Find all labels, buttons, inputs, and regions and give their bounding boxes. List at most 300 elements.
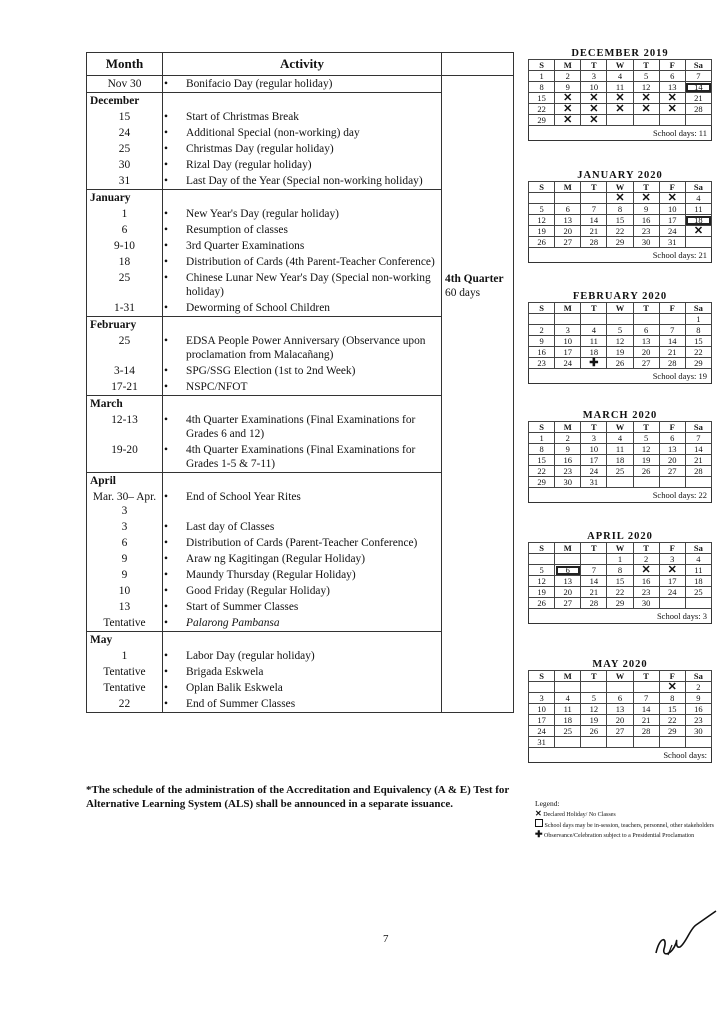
calendar-day: 14 <box>633 704 659 715</box>
calendar-day <box>555 193 581 204</box>
activity-cell: • New Year's Day (regular holiday) <box>163 206 442 222</box>
quarter-days: 60 days <box>445 287 481 299</box>
box-icon <box>535 819 543 827</box>
calendar-day: 8 <box>659 693 685 704</box>
activity-text: New Year's Day (regular holiday) <box>186 208 339 220</box>
activity-cell: • Good Friday (Regular Holiday) <box>163 583 442 599</box>
calendar-day <box>555 554 581 565</box>
calendar-day: 12 <box>529 215 555 226</box>
day-header: S <box>529 60 555 71</box>
calendar-day: 23 <box>633 226 659 237</box>
calendar-day: 7 <box>581 204 607 215</box>
calendar-day: 17 <box>659 576 685 587</box>
calendar-day: 31 <box>659 237 685 248</box>
calendar-day: 21 <box>633 715 659 726</box>
calendar-day: 22 <box>529 104 555 115</box>
calendar-day: 24 <box>555 358 581 369</box>
activity-text: End of Summer Classes <box>186 698 296 710</box>
date-cell: 25 <box>87 270 163 300</box>
day-header: Sa <box>685 60 711 71</box>
calendar-day <box>633 115 659 126</box>
calendar-day: 29 <box>685 358 711 369</box>
calendar-day <box>581 737 607 748</box>
date-cell: 9 <box>87 551 163 567</box>
day-header: F <box>659 543 685 554</box>
calendar-day <box>659 598 685 609</box>
activity-cell: • Distribution of Cards (Parent-Teacher Conference) <box>163 535 442 551</box>
activity-cell: • Chinese Lunar New Year's Day (Special non-working holiday) <box>163 270 442 300</box>
calendar-day: 17 <box>659 215 685 226</box>
calendar-day: 4 <box>685 193 711 204</box>
month-heading: December <box>87 93 163 110</box>
calendar-day: 16 <box>529 347 555 358</box>
activity-text: Palarong Pambansa <box>186 617 280 629</box>
legend <box>535 800 715 840</box>
calendar-day: 31 <box>581 477 607 488</box>
calendar-day: 11 <box>581 336 607 347</box>
calendar-day: 21 <box>581 226 607 237</box>
calendar-day: 14 <box>581 576 607 587</box>
calendar-day: 11 <box>607 444 633 455</box>
calendar-day: 21 <box>581 587 607 598</box>
legend-text: Observance/Celebration subject to a Presidential Proclamation <box>544 833 695 839</box>
holiday-mark-icon: ✕ <box>581 104 607 115</box>
calendar-day: 28 <box>659 358 685 369</box>
calendar-day <box>555 314 581 325</box>
calendar-day: 22 <box>659 715 685 726</box>
calendar-day: 2 <box>633 554 659 565</box>
activity-text: NSPC/NFOT <box>186 381 248 393</box>
day-header: F <box>659 182 685 193</box>
calendar-day: 14 <box>685 82 711 93</box>
day-header: M <box>555 303 581 314</box>
calendar-day: 6 <box>659 433 685 444</box>
calendar-day: 16 <box>555 455 581 466</box>
date-cell: 13 <box>87 599 163 615</box>
calendar-day: 29 <box>529 115 555 126</box>
calendar-day: 8 <box>685 325 711 336</box>
day-header: F <box>659 60 685 71</box>
activity-cell: • Start of Christmas Break <box>163 109 442 125</box>
calendar-day: 23 <box>555 466 581 477</box>
calendar-day: 18 <box>555 715 581 726</box>
calendar-day: 2 <box>555 71 581 82</box>
date-cell: 31 <box>87 173 163 190</box>
day-header: Sa <box>685 543 711 554</box>
calendar-day: 15 <box>607 576 633 587</box>
day-header: T <box>633 671 659 682</box>
calendar-day <box>685 477 711 488</box>
calendar-day: 3 <box>555 325 581 336</box>
calendar-day: 13 <box>659 82 685 93</box>
calendar-day: 19 <box>529 587 555 598</box>
calendar-day: 29 <box>529 477 555 488</box>
activity-text: Distribution of Cards (4th Parent-Teacher Conference) <box>186 256 435 268</box>
day-header: W <box>607 182 633 193</box>
calendar-day: 13 <box>659 444 685 455</box>
calendar-day: 11 <box>685 565 711 576</box>
calendar-day: 13 <box>607 704 633 715</box>
day-header: F <box>659 303 685 314</box>
calendar-day <box>659 477 685 488</box>
calendar-day <box>607 737 633 748</box>
legend-item <box>535 819 715 830</box>
day-header: S <box>529 182 555 193</box>
calendar-day: 9 <box>633 204 659 215</box>
month-calendar <box>528 659 712 763</box>
calendar-day: 3 <box>529 693 555 704</box>
calendar-day: 31 <box>529 737 555 748</box>
date-cell: 9-10 <box>87 238 163 254</box>
calendar-day: 4 <box>607 433 633 444</box>
activity-cell: • End of School Year Rites <box>163 489 442 519</box>
calendar-day: 22 <box>607 226 633 237</box>
date-cell: 1 <box>87 648 163 664</box>
calendar-day: 29 <box>607 237 633 248</box>
activity-cell: • SPG/SSG Election (1st to 2nd Week) <box>163 363 442 379</box>
calendar-day: 20 <box>607 715 633 726</box>
calendar-day: 5 <box>529 565 555 576</box>
date-cell: 1 <box>87 206 163 222</box>
calendar-day: 6 <box>659 71 685 82</box>
calendar-title: MARCH 2020 <box>582 410 658 421</box>
calendar-day <box>633 737 659 748</box>
calendar-day <box>685 115 711 126</box>
activity-text: Start of Summer Classes <box>186 601 299 613</box>
activity-text: Oplan Balik Eskwela <box>186 682 283 694</box>
calendar-day: 4 <box>555 693 581 704</box>
date-cell: 15 <box>87 109 163 125</box>
calendar-day: 26 <box>529 237 555 248</box>
legend-item <box>535 830 715 840</box>
date-cell: 22 <box>87 696 163 713</box>
legend-text: Declared Holiday/ No Classes <box>543 812 616 818</box>
day-header: M <box>555 182 581 193</box>
day-header: W <box>607 422 633 433</box>
calendar-day: 27 <box>633 358 659 369</box>
month-heading: April <box>87 473 163 490</box>
calendar-day: 25 <box>607 466 633 477</box>
calendar-day: 19 <box>633 455 659 466</box>
calendar-day: 24 <box>581 466 607 477</box>
calendar-day <box>581 314 607 325</box>
school-days: School days: 3 <box>528 609 712 624</box>
calendar-day: 26 <box>581 726 607 737</box>
activity-text: 3rd Quarter Examinations <box>186 240 305 252</box>
activity-cell: • Brigada Eskwela <box>163 664 442 680</box>
date-cell: 3-14 <box>87 363 163 379</box>
column-header-month: Month <box>87 53 163 76</box>
calendar-day: 17 <box>555 347 581 358</box>
calendar-day <box>581 682 607 693</box>
date-cell: 9 <box>87 567 163 583</box>
calendar-day: 22 <box>607 587 633 598</box>
date-cell: 19-20 <box>87 442 163 473</box>
calendar-day: 24 <box>659 226 685 237</box>
calendar-title: JANUARY 2020 <box>577 170 663 181</box>
calendar-day <box>685 737 711 748</box>
calendar-day: 6 <box>607 693 633 704</box>
holiday-mark-icon: ✕ <box>659 104 685 115</box>
calendar-day: 26 <box>633 466 659 477</box>
calendar-day: 5 <box>633 71 659 82</box>
date-cell: 6 <box>87 222 163 238</box>
school-days: School days: 22 <box>528 488 712 503</box>
holiday-mark-icon: ✕ <box>659 93 685 104</box>
calendar-day: 27 <box>607 726 633 737</box>
activity-cell: • 4th Quarter Examinations (Final Examinations for Grades 6 and 12) <box>163 412 442 442</box>
activity-cell: • Last Day of the Year (Special non-working holiday) <box>163 173 442 190</box>
calendar-day: 1 <box>529 433 555 444</box>
day-header: F <box>659 671 685 682</box>
month-heading: March <box>87 396 163 413</box>
calendar-day: 22 <box>685 347 711 358</box>
calendar-day: 7 <box>685 71 711 82</box>
activity-text: Chinese Lunar New Year's Day (Special non-working holiday) <box>186 272 431 298</box>
activity-cell: • EDSA People Power Anniversary (Observance upon proclamation from Malacañang) <box>163 333 442 363</box>
calendar-day: 6 <box>555 204 581 215</box>
date-cell: Mar. 30– Apr. 3 <box>87 489 163 519</box>
date-cell: 17-21 <box>87 379 163 396</box>
activity-text: Distribution of Cards (Parent-Teacher Conference) <box>186 537 418 549</box>
activity-cell: • Palarong Pambansa <box>163 615 442 632</box>
date-cell: 10 <box>87 583 163 599</box>
day-header: T <box>581 543 607 554</box>
activity-cell: • Last day of Classes <box>163 519 442 535</box>
calendar-day: 18 <box>685 215 711 226</box>
holiday-mark-icon: ✕ <box>555 115 581 126</box>
calendar-day: 29 <box>607 598 633 609</box>
day-header: T <box>633 422 659 433</box>
calendar-day <box>633 682 659 693</box>
quarter-cell <box>442 76 514 713</box>
activity-cell: • Araw ng Kagitingan (Regular Holiday) <box>163 551 442 567</box>
calendar-day <box>529 314 555 325</box>
calendar-day: 2 <box>685 682 711 693</box>
date-cell: 1-31 <box>87 300 163 317</box>
calendar-day: 22 <box>529 466 555 477</box>
calendar-title: DECEMBER 2019 <box>571 48 669 59</box>
calendar-day: 7 <box>685 433 711 444</box>
footnote: *The schedule of the administration of the Accreditation and Equivalency (A & E) Test for Alternative Learning System (ALS) shall be announced in a separate issuance. <box>86 784 510 810</box>
calendar-day: 1 <box>685 314 711 325</box>
date-cell: Tentative <box>87 664 163 680</box>
month-calendar <box>528 170 712 263</box>
day-header: M <box>555 422 581 433</box>
holiday-mark-icon: ✕ <box>555 93 581 104</box>
calendar-day <box>685 598 711 609</box>
day-header: T <box>581 303 607 314</box>
date-cell: 18 <box>87 254 163 270</box>
activity-text: Araw ng Kagitingan (Regular Holiday) <box>186 553 366 565</box>
activity-text: SPG/SSG Election (1st to 2nd Week) <box>186 365 356 377</box>
calendar-day <box>659 115 685 126</box>
calendar-day: 19 <box>607 347 633 358</box>
calendar-day: 4 <box>685 554 711 565</box>
calendar-day: 18 <box>581 347 607 358</box>
calendar-title: FEBRUARY 2020 <box>572 291 668 302</box>
legend-item <box>535 810 715 819</box>
calendar-day: 20 <box>555 587 581 598</box>
calendar-day: 9 <box>529 336 555 347</box>
activity-text: 4th Quarter Examinations (Final Examinations for Grades 6 and 12) <box>186 414 416 440</box>
calendar-day: 15 <box>659 704 685 715</box>
calendar-day: 4 <box>581 325 607 336</box>
activity-text: Last Day of the Year (Special non-working holiday) <box>186 175 423 187</box>
cross-mark-icon: ✚ <box>535 829 543 839</box>
activity-text: End of School Year Rites <box>186 491 301 503</box>
calendar-day: 28 <box>581 598 607 609</box>
column-header-activity: Activity <box>163 53 442 76</box>
school-days: School days: 21 <box>528 248 712 263</box>
calendar-day: 19 <box>529 226 555 237</box>
calendar-day: 10 <box>555 336 581 347</box>
calendar-day: 3 <box>581 71 607 82</box>
calendar-day: 23 <box>685 715 711 726</box>
holiday-mark-icon: ✕ <box>659 193 685 204</box>
calendar-day: 12 <box>607 336 633 347</box>
month-calendar <box>528 48 712 141</box>
calendar-day: 9 <box>555 82 581 93</box>
calendar-day: 5 <box>581 693 607 704</box>
day-header: S <box>529 671 555 682</box>
calendar-day: 12 <box>633 82 659 93</box>
calendar-day: 16 <box>633 215 659 226</box>
page-number: 7 <box>383 933 389 945</box>
date-cell: 3 <box>87 519 163 535</box>
calendar-day: 8 <box>607 204 633 215</box>
legend-title: Legend: <box>535 799 560 808</box>
calendar-day: 24 <box>529 726 555 737</box>
calendar-day: 12 <box>633 444 659 455</box>
calendar-day: 7 <box>633 693 659 704</box>
calendar-day: 13 <box>555 215 581 226</box>
calendar-day: 14 <box>685 444 711 455</box>
holiday-mark-icon: ✕ <box>581 93 607 104</box>
calendar-day: 27 <box>555 237 581 248</box>
calendar-day: 18 <box>685 576 711 587</box>
month-calendar <box>528 291 712 384</box>
date-cell: 30 <box>87 157 163 173</box>
calendar-day: 27 <box>659 466 685 477</box>
day-header: M <box>555 60 581 71</box>
holiday-mark-icon: ✕ <box>607 193 633 204</box>
activity-cell: • Bonifacio Day (regular holiday) <box>163 76 442 93</box>
calendar-day: 11 <box>555 704 581 715</box>
calendar-day: 16 <box>633 576 659 587</box>
calendar-day: 5 <box>633 433 659 444</box>
calendar-day: 23 <box>633 587 659 598</box>
school-days: School days: 19 <box>528 369 712 384</box>
calendar-day: 20 <box>633 347 659 358</box>
calendar-day: 3 <box>581 433 607 444</box>
holiday-mark-icon: ✕ <box>607 104 633 115</box>
calendar-day <box>607 477 633 488</box>
calendar-day: 28 <box>685 104 711 115</box>
legend-text: School days may be in-session, teachers, personnel, other stakeholders <box>544 823 714 829</box>
calendar-day: 29 <box>659 726 685 737</box>
calendar-day: 9 <box>555 444 581 455</box>
school-calendar-table <box>86 52 514 713</box>
day-header: T <box>633 543 659 554</box>
activity-cell: • Maundy Thursday (Regular Holiday) <box>163 567 442 583</box>
day-header: Sa <box>685 671 711 682</box>
calendar-title: APRIL 2020 <box>587 531 653 542</box>
holiday-mark-icon: ✕ <box>555 104 581 115</box>
month-calendar <box>528 531 712 624</box>
calendar-day: 27 <box>555 598 581 609</box>
school-days: School days: 11 <box>528 126 712 141</box>
calendar-day: 11 <box>607 82 633 93</box>
calendar-day <box>685 237 711 248</box>
calendar-day: 8 <box>607 565 633 576</box>
activity-text: Deworming of School Children <box>186 302 330 314</box>
activity-text: Additional Special (non-working) day <box>186 127 360 139</box>
activity-cell: • Resumption of classes <box>163 222 442 238</box>
calendar-day: 16 <box>685 704 711 715</box>
quarter-label: 4th Quarter <box>445 273 504 285</box>
holiday-mark-icon: ✕ <box>607 93 633 104</box>
day-header: S <box>529 303 555 314</box>
calendar-day <box>581 193 607 204</box>
calendar-day: 26 <box>529 598 555 609</box>
calendar-day <box>607 115 633 126</box>
activity-cell: • Rizal Day (regular holiday) <box>163 157 442 173</box>
holiday-mark-icon: ✕ <box>633 565 659 576</box>
calendar-day: 13 <box>555 576 581 587</box>
calendar-day: 15 <box>529 93 555 104</box>
calendar-day <box>607 314 633 325</box>
holiday-mark-icon: ✕ <box>685 226 711 237</box>
date-cell: Nov 30 <box>87 76 163 93</box>
date-cell: 25 <box>87 333 163 363</box>
calendar-day: 12 <box>581 704 607 715</box>
calendar-day: 14 <box>581 215 607 226</box>
calendar-day: 21 <box>659 347 685 358</box>
day-header: T <box>633 182 659 193</box>
calendar-day: 15 <box>607 215 633 226</box>
calendar-day: 7 <box>581 565 607 576</box>
calendar-day: 23 <box>529 358 555 369</box>
holiday-mark-icon: ✕ <box>633 93 659 104</box>
activity-cell: • Labor Day (regular holiday) <box>163 648 442 664</box>
calendar-day: 30 <box>633 237 659 248</box>
calendar-day: 28 <box>581 237 607 248</box>
date-cell: Tentative <box>87 680 163 696</box>
calendar-day <box>529 682 555 693</box>
calendar-day: 18 <box>607 455 633 466</box>
activity-text: Labor Day (regular holiday) <box>186 650 315 662</box>
calendar-day: 24 <box>659 587 685 598</box>
activity-cell: • Additional Special (non-working) day <box>163 125 442 141</box>
day-header: W <box>607 60 633 71</box>
calendar-day: 20 <box>659 455 685 466</box>
activity-cell: • Start of Summer Classes <box>163 599 442 615</box>
calendar-day: 8 <box>529 82 555 93</box>
calendar-day: 25 <box>685 587 711 598</box>
activity-text: Rizal Day (regular holiday) <box>186 159 312 171</box>
activity-text: Good Friday (Regular Holiday) <box>186 585 330 597</box>
activity-cell: • 4th Quarter Examinations (Final Examinations for Grades 1-5 & 7-11) <box>163 442 442 473</box>
calendar-day: 5 <box>607 325 633 336</box>
activity-text: Start of Christmas Break <box>186 111 299 123</box>
month-calendar <box>528 410 712 503</box>
calendar-day: 10 <box>529 704 555 715</box>
day-header: T <box>581 422 607 433</box>
calendar-day: 30 <box>685 726 711 737</box>
activity-cell: • End of Summer Classes <box>163 696 442 713</box>
calendar-day: 28 <box>685 466 711 477</box>
